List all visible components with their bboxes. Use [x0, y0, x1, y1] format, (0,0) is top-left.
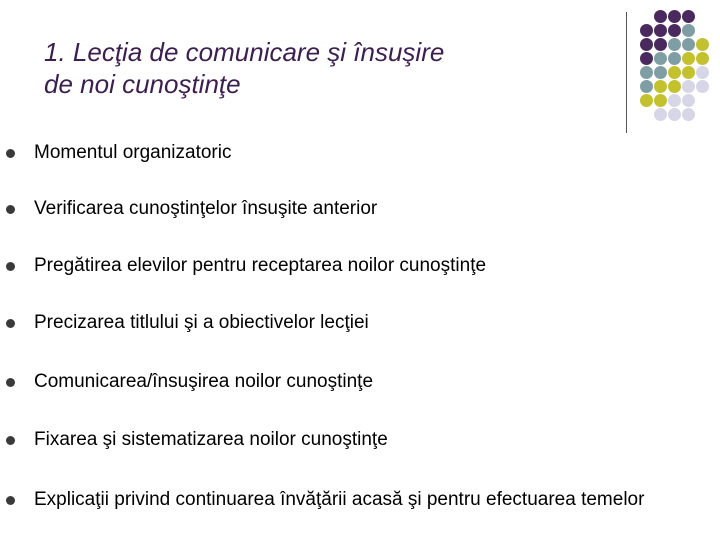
decoration-dot	[668, 52, 681, 65]
decoration-dot	[696, 80, 709, 93]
title-divider	[626, 12, 627, 133]
decoration-dot	[668, 108, 681, 121]
decoration-dot	[640, 94, 653, 107]
decoration-dot	[668, 80, 681, 93]
bullet-item	[34, 199, 718, 219]
bullet-item	[34, 430, 718, 450]
decoration-dot	[640, 66, 653, 79]
decoration-dot	[682, 94, 695, 107]
slide-title	[44, 36, 604, 100]
slide-title-line-1: 1. Lecţia de comunicare şi însuşire	[44, 37, 445, 67]
decoration-dot	[654, 38, 667, 51]
bullet-item	[34, 372, 718, 392]
decoration-dot	[682, 24, 695, 37]
bullet-dot-icon	[6, 378, 15, 387]
decoration-dot	[640, 38, 653, 51]
bullet-dot-icon	[6, 262, 15, 271]
decoration-dot	[654, 52, 667, 65]
bullet-text: Momentul organizatoric	[34, 142, 232, 163]
decoration-dot	[654, 80, 667, 93]
bullet-dot-icon	[6, 496, 15, 505]
decoration-dot	[654, 94, 667, 107]
decoration-dot	[640, 24, 653, 37]
bullet-text: Pregătirea elevilor pentru receptarea noilor cunoştinţe	[34, 255, 487, 276]
decoration-dot	[654, 10, 667, 23]
decoration-dot	[668, 10, 681, 23]
decoration-dot	[682, 66, 695, 79]
decoration-dot	[668, 38, 681, 51]
bullet-text: Comunicarea/însuşirea noilor cunoştinţe	[34, 371, 374, 392]
decoration-dot	[654, 24, 667, 37]
bullet-dot-icon	[6, 319, 15, 328]
decoration-dot	[682, 108, 695, 121]
decoration-dot	[696, 38, 709, 51]
bullet-text: Precizarea titlului şi a obiectivelor lecţiei	[34, 312, 369, 333]
bullet-dot-icon	[6, 436, 15, 445]
dot-grid-decoration	[640, 10, 720, 120]
decoration-dot	[696, 66, 709, 79]
bullet-item	[34, 256, 718, 276]
bullet-item	[34, 313, 718, 333]
decoration-dot	[654, 108, 667, 121]
decoration-dot	[682, 38, 695, 51]
bullet-dot-icon	[6, 149, 15, 158]
decoration-dot	[696, 52, 709, 65]
bullet-item	[34, 490, 718, 510]
decoration-dot	[682, 52, 695, 65]
bullet-dot-icon	[6, 205, 15, 214]
decoration-dot	[668, 94, 681, 107]
decoration-dot	[654, 66, 667, 79]
decoration-dot	[640, 80, 653, 93]
bullet-text: Verificarea cunoştinţelor însuşite anterior	[34, 198, 378, 219]
bullet-item	[34, 143, 718, 163]
bullet-text: Explicaţii privind continuarea învăţării acasă şi pentru efectuarea temelor	[34, 489, 645, 510]
bullet-text: Fixarea şi sistematizarea noilor cunoştinţe	[34, 429, 388, 450]
decoration-dot	[682, 80, 695, 93]
slide-title-line-2: de noi cunoştinţe	[44, 69, 241, 99]
decoration-dot	[668, 24, 681, 37]
decoration-dot	[682, 10, 695, 23]
decoration-dot	[668, 66, 681, 79]
decoration-dot	[640, 52, 653, 65]
